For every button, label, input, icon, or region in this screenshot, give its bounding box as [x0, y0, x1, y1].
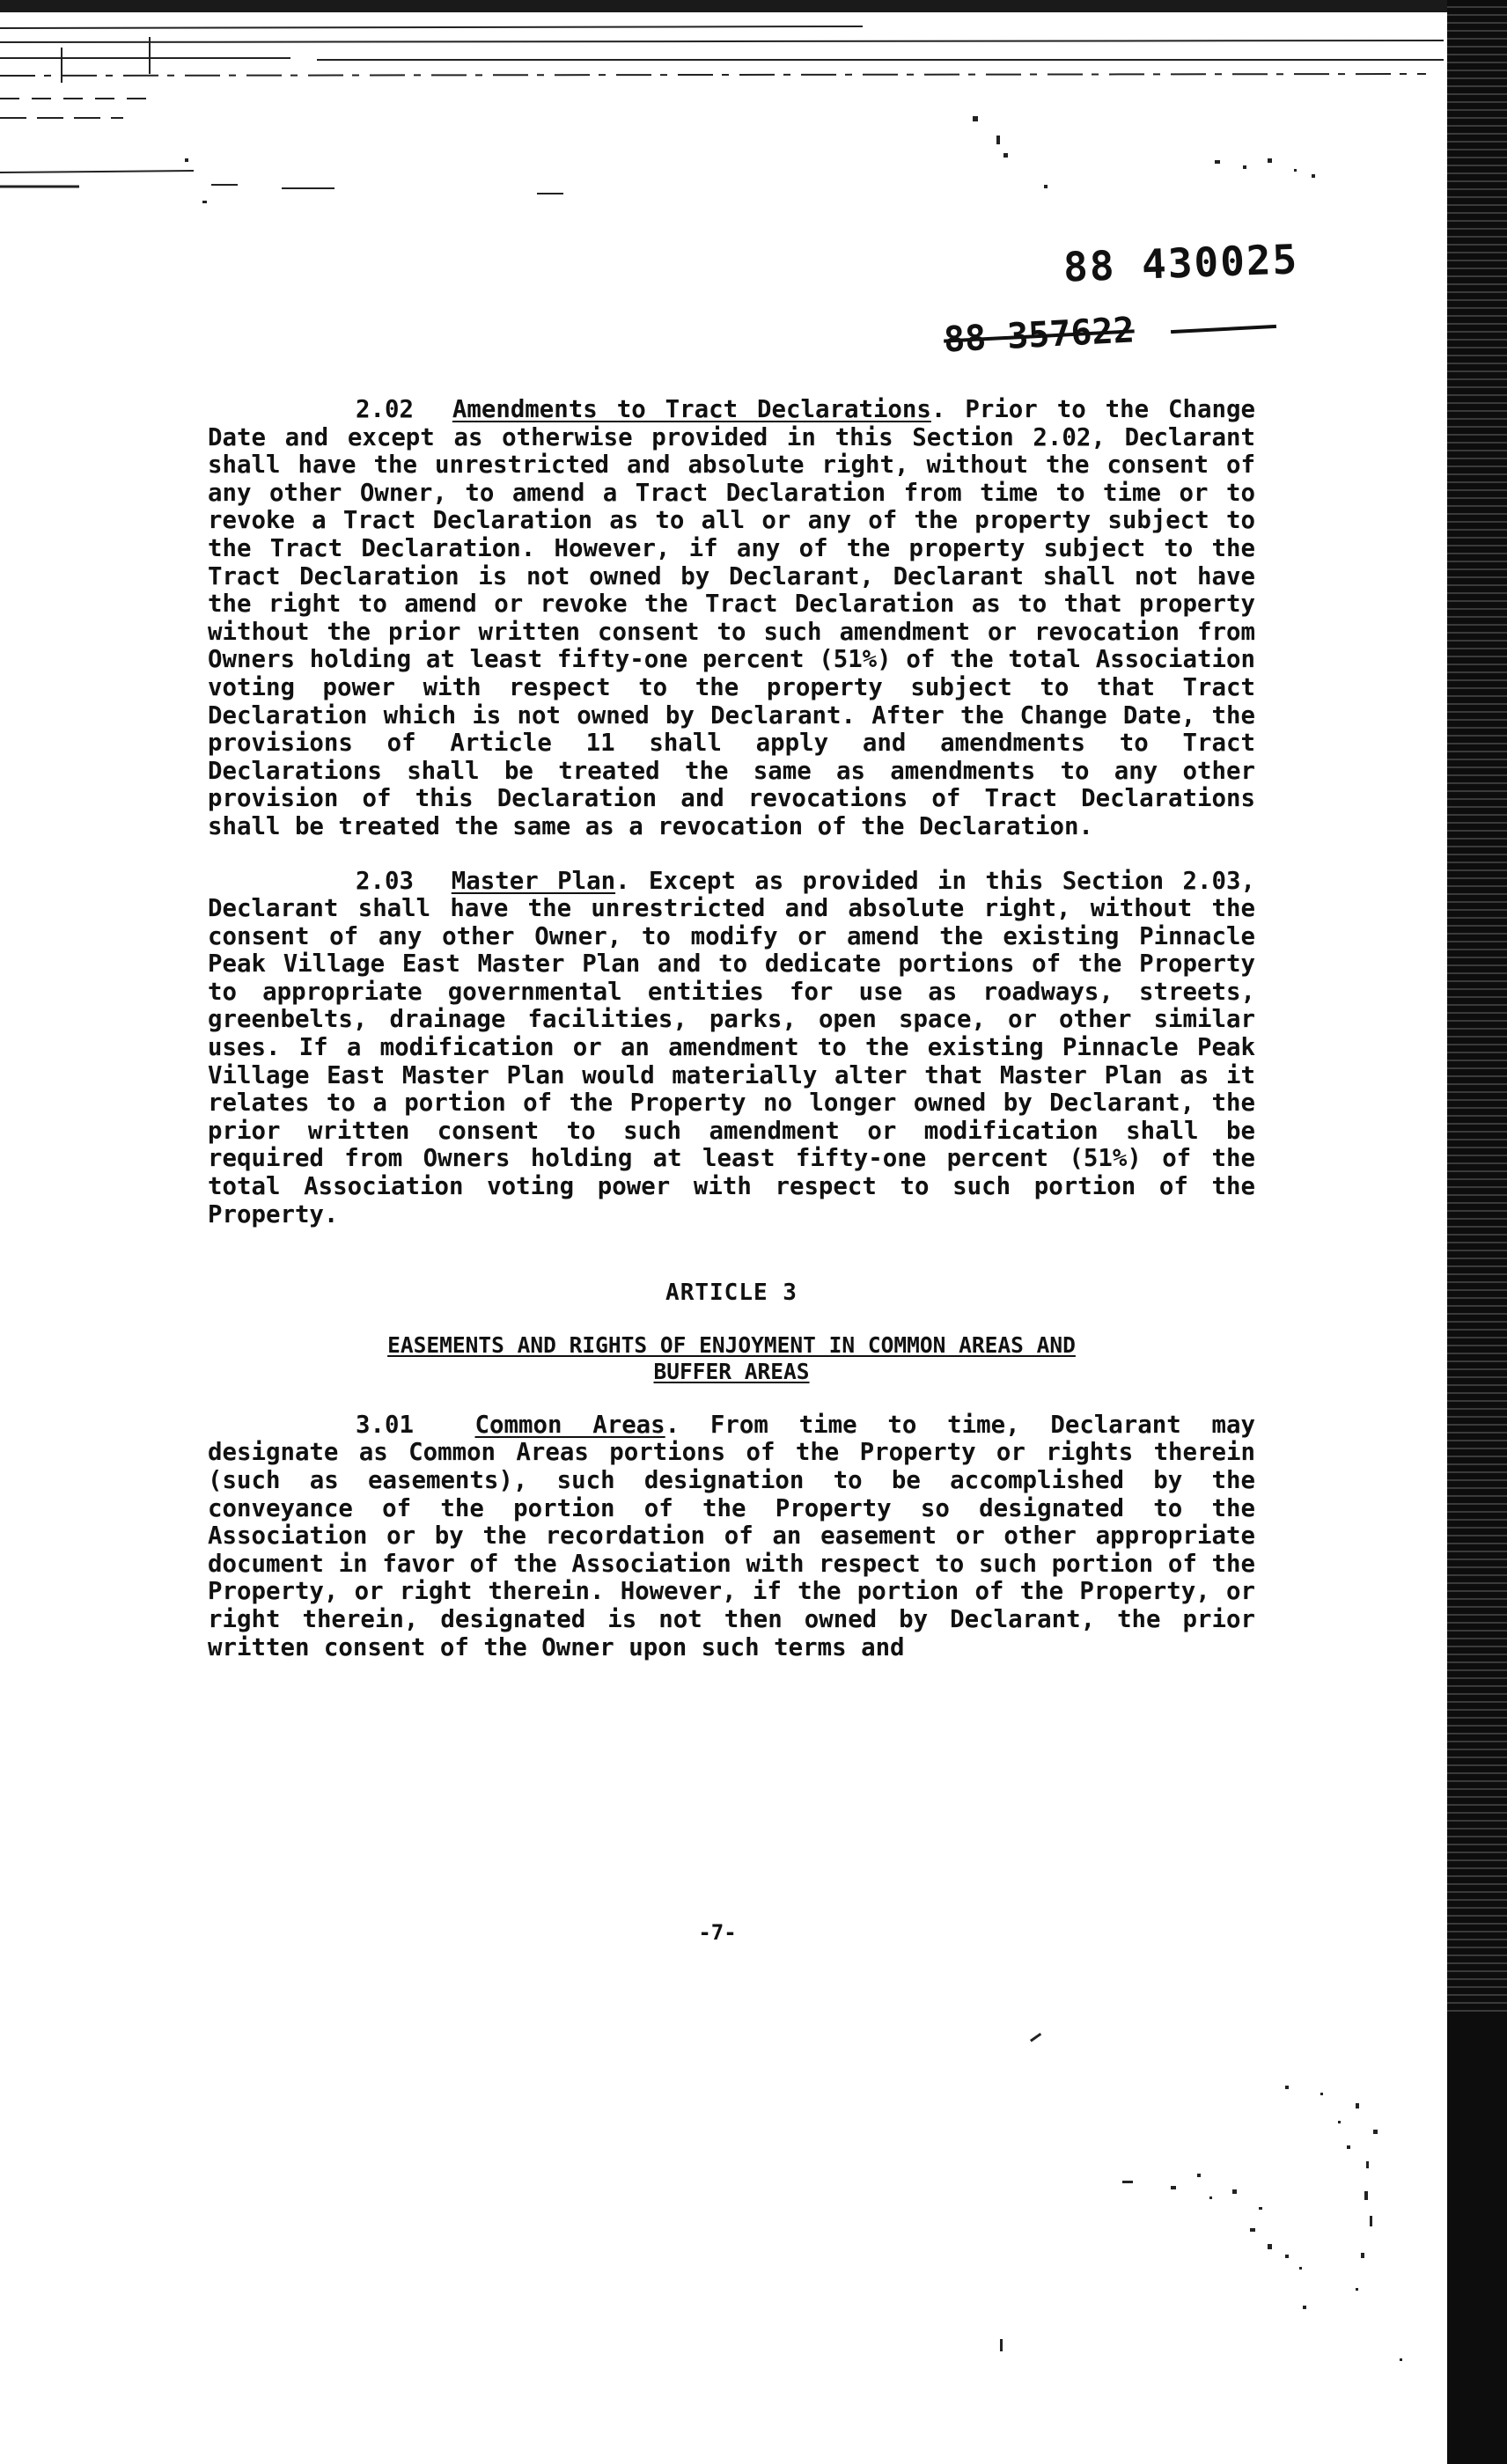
- struck-recording-number: 88 357622: [942, 310, 1136, 361]
- scan-edge-strip-lower: [1447, 2015, 1507, 2464]
- document-body: [208, 396, 1255, 1661]
- section-number: 2.03: [356, 867, 414, 895]
- article-title: ARTICLE 3: [665, 1280, 798, 1307]
- section-2-02: [208, 396, 1255, 841]
- strike-line: [1171, 325, 1276, 334]
- scan-speckles: [0, 1989, 1444, 2464]
- scan-top-band: [0, 0, 1507, 12]
- section-number: 3.01: [356, 1411, 414, 1439]
- recording-number-stamp: 88 430025: [1062, 235, 1300, 291]
- section-heading: Master Plan: [451, 867, 616, 895]
- article-subtitle: EASEMENTS AND RIGHTS OF ENJOYMENT IN COMMON AREAS AND BUFFER AREAS: [387, 1331, 1076, 1384]
- section-body: . Except as provided in this Section 2.03, Declarant shall have the unrestricted and absolute right, without the consent of any other Owner, to modify or amend the existing Pinnacle Peak Village East Master Plan and to dedicate portions of the Property to appropriate governmental entities for use as roadways, streets, greenbelts, drainage facilities, parks, open space, or other similar uses. If a modification or an amendment to the existing Pinnacle Peak Village East Master Plan would materially alter that Master Plan as it relates to a portion of the Property no longer owned by Declarant, the prior written consent to such amendment or modification shall be required from Owners holding at least fifty-one percent (51%) of the total Association voting power with respect to such portion of the Property.: [208, 867, 1256, 1228]
- scan-edge-strip: [1447, 0, 1507, 2015]
- page-number: -7-: [698, 1920, 737, 1945]
- section-heading: Common Areas: [474, 1411, 665, 1439]
- scan-header-artifacts: [0, 12, 1507, 215]
- section-number: 2.02: [356, 396, 414, 423]
- section-2-03: [208, 868, 1255, 1229]
- section-body: . Prior to the Change Date and except as otherwise provided in this Section 2.02, Declarant shall have the unrestricted and absolute right, without the consent of any other Owner, to amend a Tract Declaration from time to time or to revoke a Tract Declaration as to all or any of the property subject to the Tract Declaration. However, if any of the property subject to the Tract Declaration is not owned by Declarant, Declarant shall not have the right to amend or revoke the Tract Declaration as to that property without the prior written consent to such amendment or revocation from Owners holding at least fifty-one percent (51%) of the total Association voting power with respect to the property subject to that Tract Declaration which is not owned by Declarant. After the Change Date, the provisions of Article 11 shall apply and amendments to Tract Declarations shall be treated the same as amendments to any other provision of this Declaration and revocations of Tract Declarations shall be treated the same as a revocation of the Declaration.: [208, 396, 1255, 840]
- section-heading: Amendments to Tract Declarations: [452, 396, 931, 423]
- section-body: . From time to time, Declarant may designate as Common Areas portions of the Property or rights therein (such as easements), such designation to be accomplished by the conveyance of the portion of the Property so designated to the Association or by the recordation of an easement or other appropriate document in favor of the Association with respect to such portion of the Property, or right therein. However, if the portion of the Property, or right therein, designated is not then owned by Declarant, the prior written consent of the Owner upon such terms and: [208, 1411, 1255, 1661]
- section-3-01: [208, 1412, 1255, 1661]
